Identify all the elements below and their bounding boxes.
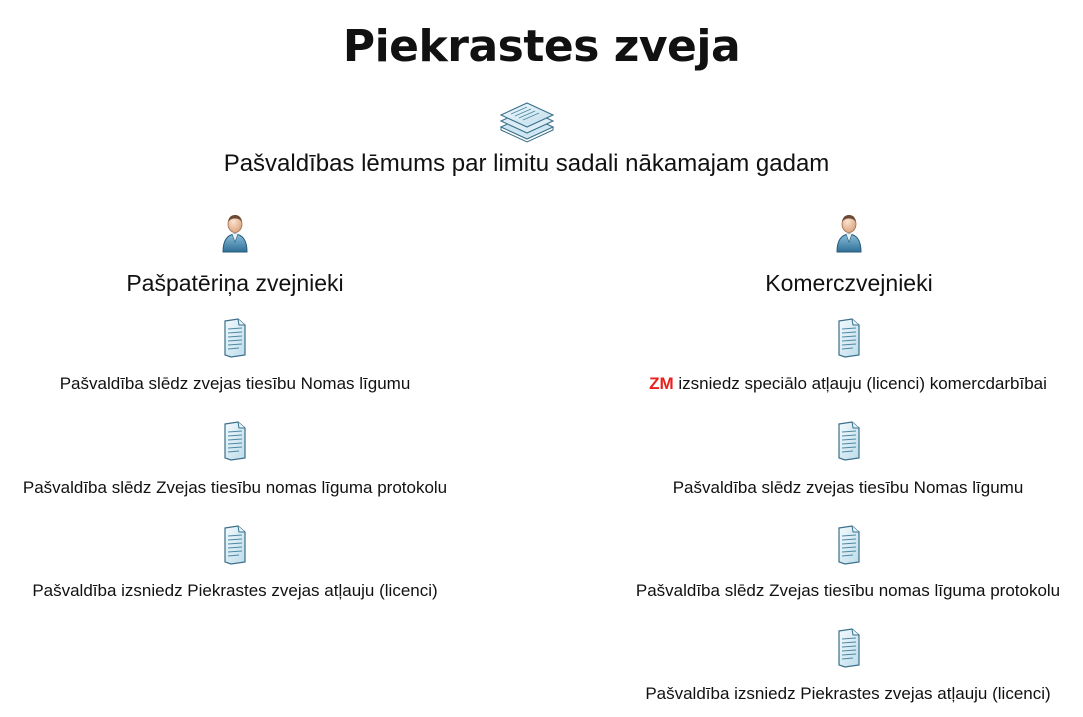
document-icon bbox=[223, 420, 247, 462]
document-icon bbox=[837, 627, 861, 669]
document-stack-icon bbox=[497, 98, 557, 144]
right-step-2: Pašvaldība slēdz zvejas tiesību Nomas līgumu bbox=[672, 478, 1024, 497]
page-title: Piekrastes zveja bbox=[342, 21, 741, 72]
right-step-1-text: izsniedz speciālo atļauju (licenci) komercdarbībai bbox=[673, 374, 1047, 393]
user-icon bbox=[221, 212, 249, 254]
left-step-1: Pašvaldība slēdz zvejas tiesību Nomas līgumu bbox=[59, 374, 411, 393]
left-step-2: Pašvaldība slēdz Zvejas tiesību nomas līguma protokolu bbox=[22, 478, 448, 497]
column-heading-self-consumption: Pašpatēriņa zvejnieki bbox=[126, 270, 344, 296]
document-icon bbox=[837, 317, 861, 359]
column-heading-commercial: Komerczvejnieki bbox=[765, 270, 933, 296]
decision-label: Pašvaldības lēmums par limitu sadali nākamajam gadam bbox=[223, 150, 830, 177]
right-step-4: Pašvaldība izsniedz Piekrastes zvejas atļauju (licenci) bbox=[645, 684, 1051, 703]
document-icon bbox=[837, 524, 861, 566]
document-icon bbox=[837, 420, 861, 462]
right-step-1 bbox=[598, 372, 1083, 396]
document-icon bbox=[223, 524, 247, 566]
ministry-abbreviation: ZM bbox=[649, 374, 674, 393]
document-icon bbox=[223, 317, 247, 359]
left-step-3: Pašvaldība izsniedz Piekrastes zvejas atļauju (licenci) bbox=[32, 581, 438, 600]
right-step-3: Pašvaldība slēdz Zvejas tiesību nomas līguma protokolu bbox=[635, 581, 1061, 600]
user-icon bbox=[835, 212, 863, 254]
